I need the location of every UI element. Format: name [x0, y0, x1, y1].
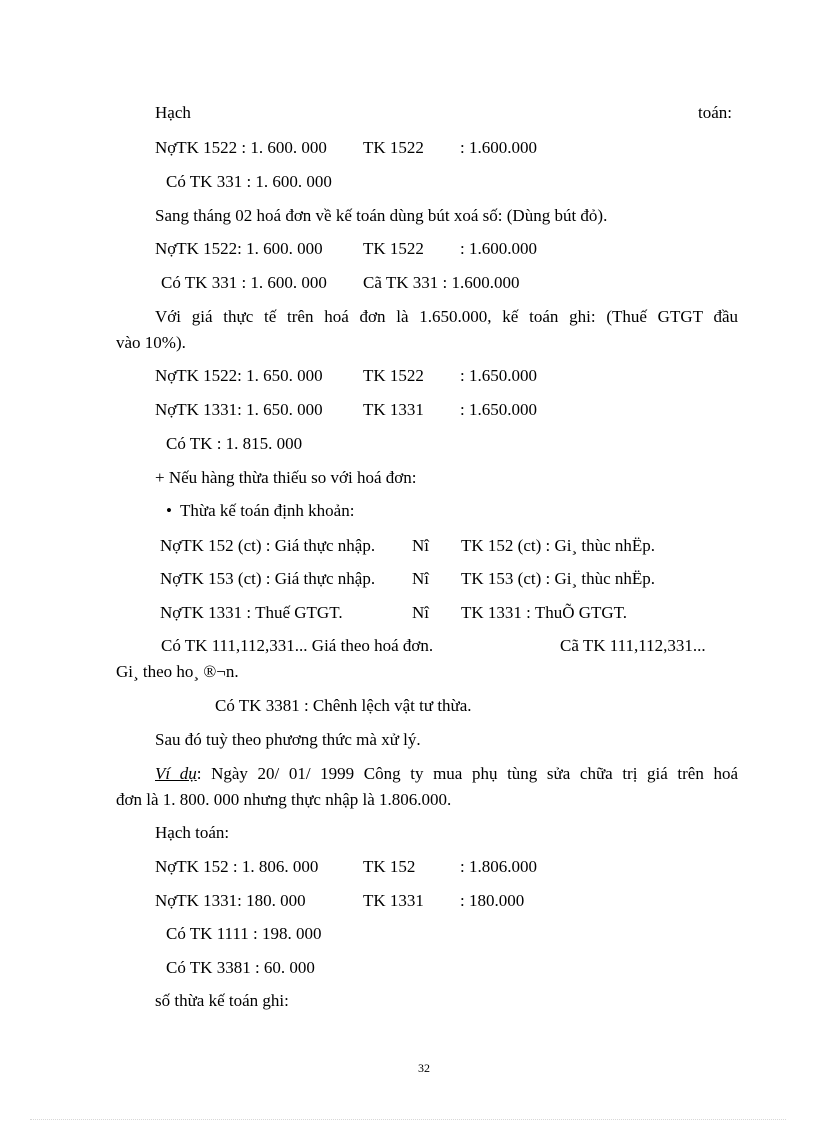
- entry-1331-vat-a: NợTK 1331 : Thuế GTGT.: [160, 603, 343, 622]
- entry-debit-1331-2b: TK 1331: [363, 891, 424, 910]
- bullet-icon: •: [166, 501, 172, 520]
- paragraph-sang-thang: Sang tháng 02 hoá đơn về kế toán dùng bút xoá số: (Dùng bút đỏ).: [155, 206, 608, 225]
- entry-credit-total: Có TK : 1. 815. 000: [166, 434, 303, 453]
- entry-credit-111-c: Gi¸ theo ho¸ ®¬n.: [116, 662, 239, 681]
- entry-debit-1331-a: NợTK 1331: 1. 650. 000: [155, 400, 323, 419]
- entry-credit-331-2b: Cã TK 331 : 1.600.000: [363, 273, 520, 292]
- entry-152-a: NợTK 152 (ct) : Giá thực nhập.: [160, 536, 376, 555]
- entry-debit-1522-b: TK 1522: [363, 138, 424, 157]
- entry-credit-331-2a: Có TK 331 : 1. 600. 000: [161, 273, 327, 292]
- entry-153-a: NợTK 153 (ct) : Giá thực nhập.: [160, 569, 376, 588]
- entry-debit-152-b: TK 152: [363, 857, 416, 876]
- entry-debit-152-a: NợTK 152 : 1. 806. 000: [155, 857, 319, 876]
- entry-debit-1522-3a: NợTK 1522: 1. 650. 000: [155, 366, 323, 385]
- entry-debit-1331-b: TK 1331: [363, 400, 424, 419]
- entry-debit-1522-2b: TK 1522: [363, 239, 424, 258]
- entry-debit-1331-2a: NợTK 1331: 180. 000: [155, 891, 306, 910]
- entry-credit-3381: Có TK 3381 : Chênh lệch vật tư thừa.: [215, 696, 472, 715]
- entry-debit-1331-2c: : 180.000: [460, 891, 525, 910]
- entry-debit-1331-c: : 1.650.000: [460, 400, 537, 419]
- entry-153-b: Nî: [412, 569, 429, 588]
- entry-debit-1522-2a: NợTK 1522: 1. 600. 000: [155, 239, 323, 258]
- page-bottom-divider: [30, 1119, 786, 1120]
- entry-debit-1522-3c: : 1.650.000: [460, 366, 537, 385]
- page-number: 32: [418, 1061, 430, 1075]
- paragraph-voi-gia-line2: vào 10%).: [116, 333, 186, 352]
- entry-debit-152-c: : 1.806.000: [460, 857, 537, 876]
- entry-1331-vat-c: TK 1331 : ThuÕ GTGT.: [461, 603, 628, 622]
- entry-debit-1522-3b: TK 1522: [363, 366, 424, 385]
- bullet-text: Thừa kế toán định khoản:: [180, 501, 355, 520]
- paragraph-voi-gia-line1: Với giá thực tế trên hoá đơn là 1.650.000, kế toán ghi: (Thuế GTGT đầu: [155, 307, 738, 326]
- entry-debit-1522-c: : 1.600.000: [460, 138, 537, 157]
- entry-152-c: TK 152 (ct) : Gi¸ thùc nhËp.: [461, 536, 656, 555]
- text-toan: toán:: [698, 103, 732, 122]
- entry-1331-vat-b: Nî: [412, 603, 429, 622]
- heading-neu-hang: + Nếu hàng thừa thiếu so với hoá đơn:: [155, 468, 417, 487]
- entry-credit-1111: Có TK 1111 : 198. 000: [166, 924, 322, 943]
- entry-152-b: Nî: [412, 536, 429, 555]
- entry-credit-331: Có TK 331 : 1. 600. 000: [166, 172, 332, 191]
- entry-debit-1522-2c: : 1.600.000: [460, 239, 537, 258]
- paragraph-vi-du-line1: [155, 764, 738, 784]
- entry-credit-111-a: Có TK 111,112,331... Giá theo hoá đơn.: [161, 636, 434, 655]
- paragraph-sau-do: Sau đó tuỳ theo phương thức mà xử lý.: [155, 730, 421, 749]
- vi-du-text: : Ngày 20/ 01/ 1999 Công ty mua phụ tùng sửa chữa trị giá trên hoá: [196, 764, 739, 783]
- entry-credit-111-b: Cã TK 111,112,331...: [560, 636, 706, 655]
- entry-debit-1522-a: NợTK 1522 : 1. 600. 000: [155, 138, 327, 157]
- text-hach: Hạch: [155, 103, 191, 122]
- entry-credit-3381-2: Có TK 3381 : 60. 000: [166, 958, 315, 977]
- entry-153-c: TK 153 (ct) : Gi¸ thùc nhËp.: [461, 569, 656, 588]
- vi-du-label: Ví dụ: [155, 764, 197, 783]
- paragraph-vi-du-line2: đơn là 1. 800. 000 nhưng thực nhập là 1.806.000.: [116, 790, 452, 809]
- heading-hach-toan: Hạch toán:: [155, 823, 230, 842]
- paragraph-so-thua: số thừa kế toán ghi:: [155, 991, 289, 1010]
